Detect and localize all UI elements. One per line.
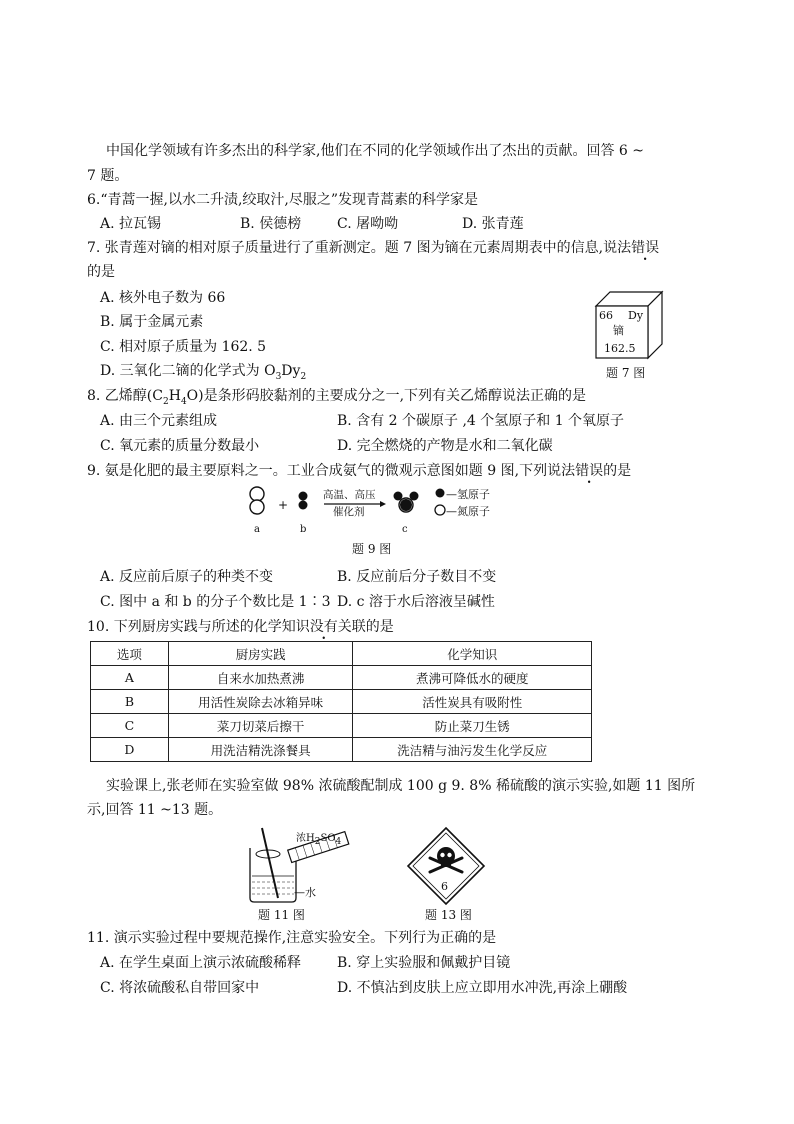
q11-option-c: C. 将浓硫酸私自带回家中 — [100, 980, 260, 996]
table-header: 化学知识 — [353, 642, 592, 666]
q7-option-b: B. 属于金属元素 — [100, 314, 204, 330]
q9-option-a: A. 反应前后原子的种类不变 — [100, 569, 274, 585]
table-cell: 用活性炭除去冰箱异味 — [168, 690, 353, 714]
fig9-label-a: a — [254, 524, 260, 535]
table-row — [91, 738, 592, 762]
q6-stem: 6.“青蒿一握,以水二升渍,绞取汁,尽服之”发现青蒿素的科学家是 — [87, 192, 479, 208]
fig11-water-label: —水 — [294, 886, 316, 899]
fig9-plus: + — [278, 498, 289, 512]
fig9-caption: 题 9 图 — [352, 542, 392, 556]
table-header: 选项 — [91, 642, 169, 666]
table-cell: A — [91, 666, 169, 690]
q6-option-d: D. 张青莲 — [462, 216, 524, 232]
toxic-hazard-sign — [406, 826, 486, 906]
table-cell: 活性炭具有吸附性 — [353, 690, 592, 714]
q11-option-d: D. 不慎沾到皮肤上应立即用水冲洗,再涂上硼酸 — [337, 980, 628, 996]
nitrogen-molecule-a — [250, 487, 264, 514]
fig11-caption: 题 11 图 — [258, 908, 305, 922]
fig9-legend-hydrogen: —氢原子 — [446, 488, 490, 501]
table-cell: B — [91, 690, 169, 714]
ammonia-molecule-c — [394, 492, 419, 513]
q11-stem: 11. 演示实验过程中要规范操作,注意实验安全。下列行为正确的是 — [87, 930, 497, 946]
q9-option-c: C. 图中 a 和 b 的分子个数比是 1∶3 — [100, 594, 331, 610]
q9-stem-emphasis: 错误 — [575, 463, 604, 479]
fig9-condition-bottom: 催化剂 — [333, 506, 365, 518]
table-cell: C — [91, 714, 169, 738]
q7-stem-emphasis: 错误 — [631, 240, 660, 256]
kitchen-knowledge-table — [90, 641, 592, 762]
intro1-line2: 7 题。 — [87, 168, 129, 184]
q9-option-b: B. 反应前后分子数目不变 — [337, 569, 497, 585]
intro2-line1: 实验课上,张老师在实验室做 98% 浓硫酸配制成 100 g 9. 8% 稀硫酸的演示实验,如题 11 图所 — [106, 778, 696, 794]
q10-stem: 10. 下列厨房实践与所述的化学知识没有关联的是 — [87, 619, 394, 635]
table-row — [91, 714, 592, 738]
q9-option-d: D. c 溶于水后溶液呈碱性 — [337, 594, 495, 610]
q6-option-b: B. 侯德榜 — [240, 216, 302, 232]
table-cell: 用洗洁精洗涤餐具 — [168, 738, 353, 762]
element-number: 66 — [599, 309, 613, 322]
q8-option-c: C. 氧元素的质量分数最小 — [100, 438, 260, 454]
table-cell: D — [91, 738, 169, 762]
q7-option-d: D. 三氧化二镝的化学式为 $O_3Dy_2$ — [100, 363, 307, 382]
fig11-acid-label: 浓$H_2SO_4$ — [296, 833, 342, 847]
q7-option-a: A. 核外电子数为 66 — [100, 290, 226, 306]
table-cell: 自来水加热煮沸 — [168, 666, 353, 690]
fig9-legend-nitrogen: —氮原子 — [446, 505, 490, 518]
table-header-row — [91, 642, 592, 666]
intro2-line2: 示,回答 11 ~13 题。 — [87, 802, 223, 818]
q6-option-c: C. 屠呦呦 — [337, 216, 399, 232]
table-cell: 洗洁精与油污发生化学反应 — [353, 738, 592, 762]
element-mass: 162.5 — [604, 342, 636, 355]
q8-option-b: B. 含有 2 个碳原子 ,4 个氢原子和 1 个氧原子 — [337, 413, 625, 429]
table-cell: 煮沸可降低水的硬度 — [353, 666, 592, 690]
hydrogen-molecule-b — [299, 492, 308, 510]
table-header: 厨房实践 — [168, 642, 353, 666]
q9-stem: 9. 氨是化肥的最主要原料之一。工业合成氨气的微观示意图如题 9 图,下列说法错误的是 — [87, 463, 632, 479]
q11-option-a: A. 在学生桌面上演示浓硫酸稀释 — [100, 955, 302, 971]
fig9-label-b: b — [300, 524, 307, 535]
q11-option-b: B. 穿上实验服和佩戴护目镜 — [337, 955, 511, 971]
q8-option-a: A. 由三个元素组成 — [100, 413, 218, 429]
q10-stem-emphasis: 没有 — [309, 619, 338, 635]
q6-option-a: A. 拉瓦锡 — [100, 216, 162, 232]
q7-option-c: C. 相对原子质量为 162. 5 — [100, 339, 267, 355]
table-cell: 防止菜刀生锈 — [353, 714, 592, 738]
fig9-label-c: c — [402, 524, 408, 535]
q7-stem-end: 的是 — [87, 264, 115, 280]
q8-stem: 8. 乙烯醇$(C_2H_4O)$是条形码胶黏剂的主要成分之一,下列有关乙烯醇说法正确的是 — [87, 388, 587, 407]
fig13-caption: 题 13 图 — [425, 908, 472, 922]
fig13-class-number: 6 — [441, 880, 448, 893]
element-symbol: Dy — [628, 309, 644, 322]
element-name: 镝 — [613, 324, 624, 337]
table-row — [91, 690, 592, 714]
table-cell: 菜刀切菜后擦干 — [168, 714, 353, 738]
fig9-condition-top: 高温、高压 — [323, 489, 376, 501]
q8-option-d: D. 完全燃烧的产物是水和二氧化碳 — [337, 438, 553, 454]
fig7-caption: 题 7 图 — [606, 366, 646, 380]
intro1-line1: 中国化学领域有许多杰出的科学家,他们在不同的化学领域作出了杰出的贡献。回答 6 ~ — [106, 143, 644, 159]
q7-stem — [87, 238, 659, 258]
q7-stem-part-a: 7. 张青莲对镝的相对原子质量进行了重新测定。题 7 图为镝在元素周期表中的信息,说法 — [87, 240, 632, 256]
table-row — [91, 666, 592, 690]
